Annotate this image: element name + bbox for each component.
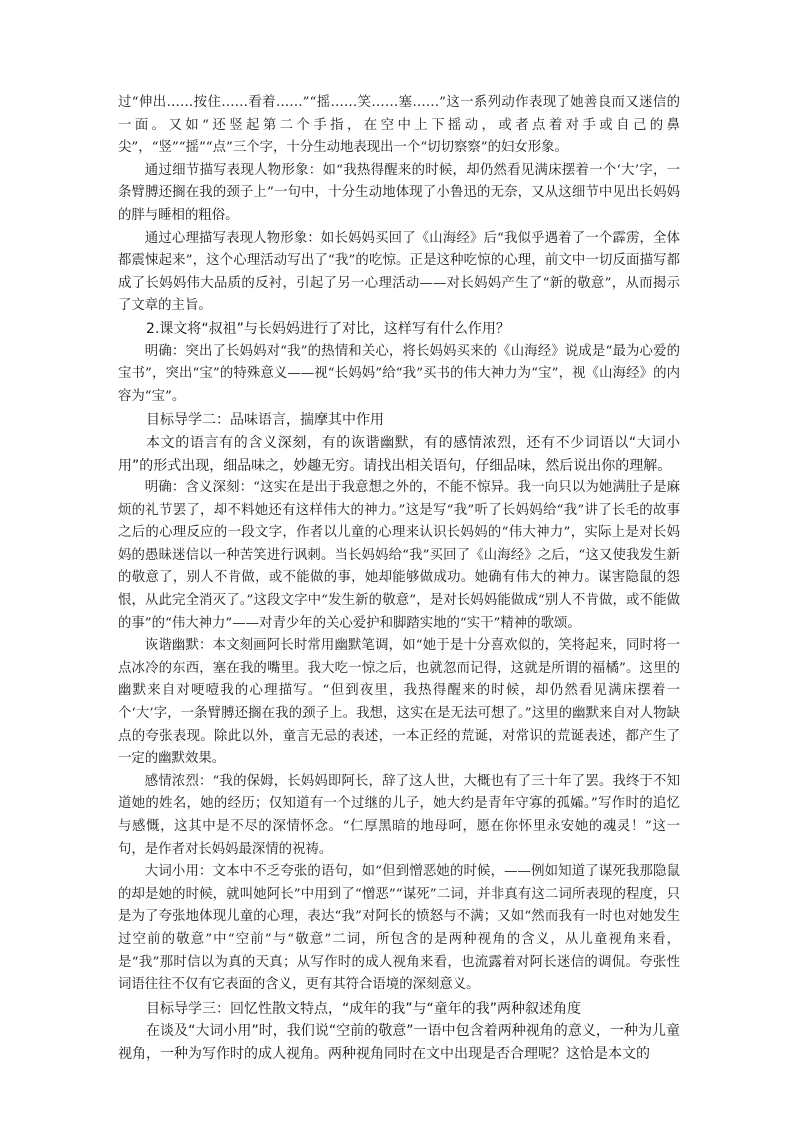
paragraph-action-description: 过“伸出……按住……看着……”“摇……笑……塞……”这一系列动作表现了她善良而又迷信的一面。又如“还竖起第二个手指，在空中上下摇动，或者点着对手或自己的鼻尖”，“竖”“摇”“点”三个字，十分生动地表现出一个“切切察察”的妇女形象。 bbox=[118, 95, 680, 156]
paragraph-perspective-discussion: 在谈及“大词小用”时，我们说“空前的敬意”一语中包含着两种视角的意义，一种为儿童视角，一种为写作时的成人视角。两种视角同时在文中出现是否合理呢？这恰是本文的 bbox=[118, 1023, 680, 1062]
paragraph-psychology-description: 通过心理描写表现人物形象：如长妈妈买回了《山海经》后“我似乎遇着了一个霹雳，全体都震悚起来”，这个心理活动写出了“我”的吃惊。正是这种吃惊的心理，前文中一切反面描写都成了长妈妈伟大品质的反衬，引起了另一心理活动——对长妈妈产生了“新的敬意”，从而揭示了文章的主旨。 bbox=[118, 230, 680, 314]
paragraph-humor: 诙谐幽默：本文刻画阿长时常用幽默笔调，如“她于是十分喜欢似的，笑将起来，同时将一点冰冷的东西，塞在我的嘴里。我大吃一惊之后，也就忽而记得，这就是所谓的福橘”。这里的幽默来自对哽噎我的心理描写。“但到夜里，我热得醒来的时候，却仍然看见满床摆着一个‘大’字，一条臂膊还搁在我的颈子上。我想，这实在是无法可想了。”这里的幽默来自对人物缺点的夸张表现。除此以外，童言无忌的表述，一本正经的荒诞，对常识的荒诞表述，都产生了一定的幽默效果。 bbox=[118, 638, 680, 767]
question-2: 2.课文将“叔祖”与长妈妈进行了对比，这样写有什么作用？ bbox=[146, 320, 510, 337]
paragraph-strong-emotion: 感情浓烈：“我的保姆，长妈妈即阿长，辞了这人世，大概也有了三十年了罢。我终于不知道她的姓名，她的经历；仅知道有一个过继的儿子，她大约是青年守寡的孤孀。”写作时的追忆与感慨，这其中是不尽的深情怀念。“仁厚黑暗的地母呵，愿在你怀里永安她的魂灵！”这一句，是作者对长妈妈最深情的祝祷。 bbox=[118, 773, 680, 857]
paragraph-big-words-small-use: 大词小用：文本中不乏夸张的语句，如“但到憎恶她的时候，——例如知道了谋死我那隐鼠的却是她的时候，就叫她阿长”中用到了“憎恶”“谋死”二词，并非真有这二词所表现的程度，只是为了夸张地体现儿童的心理，表达“我”对阿长的愤怒与不满；又如“然而我有一时也对她发生过空前的敬意”中“空前”与“敬意”二词，所包含的是两种视角的含义，从儿童视角来看，是“我”那时信以为真的天真；从写作时的成人视角来看，也流露着对阿长迷信的调侃。夸张性词语往往不仅有它表面的含义，更有其符合语境的深刻意义。 bbox=[118, 864, 680, 993]
answer-deep-meaning: 明确：含义深刻：“这实在是出于我意想之外的，不能不惊异。我一向只以为她满肚子是麻烦的礼节罢了，却不料她还有这样伟大的神力。”这是写“我”听了长妈妈给“我”讲了长毛的故事之后的心理反应的一段文字，作者以儿童的心理来认识长妈妈的“伟大神力”，实际上是对长妈妈的愚昧迷信以一种苦笑进行讽刺。当长妈妈给“我”买回了《山海经》之后，“这又使我发生新的敬意了，别人不肯做，或不能做的事，她却能够做成功。她确有伟大的神力。谋害隐鼠的怨恨，从此完全消灭了。”这段文字中“发生新的敬意”，是对长妈妈能做成“别人不肯做，或不能做的事”的“伟大神力”——对青少年的关心爱护和脚踏实地的“实干”精神的歌颂。 bbox=[118, 480, 680, 631]
task-instruction-language: 本文的语言有的含义深刻，有的诙谐幽默，有的感情浓烈，还有不少词语以“大词小用”的形式出现，细品味之，妙趣无穷。请找出相关语句，仔细品味，然后说出你的理解。 bbox=[118, 434, 680, 474]
section-heading-goal-2: 目标导学二：品味语言，揣摩其中作用 bbox=[146, 412, 384, 429]
section-heading-goal-3: 目标导学三：回忆性散文特点，“成年的我”与“童年的我”两种叙述角度 bbox=[146, 1000, 582, 1017]
paragraph-detail-description: 通过细节描写表现人物形象：如“我热得醒来的时候，却仍然看见满床摆着一个‘大’字，一条臂膊还搁在我的颈子上”一句中，十分生动地体现了小鲁迅的无奈，又从这细节中见出长妈妈的胖与睡相的粗俗。 bbox=[118, 162, 680, 223]
document-page bbox=[118, 92, 680, 1066]
answer-2: 明确：突出了长妈妈对“我”的热情和关心，将长妈妈买来的《山海经》说成是“最为心爱的宝书”，突出“宝”的特殊意义——视“长妈妈”给“我”买书的伟大神力为“宝”，视《山海经》的内容为“宝”。 bbox=[118, 343, 680, 404]
